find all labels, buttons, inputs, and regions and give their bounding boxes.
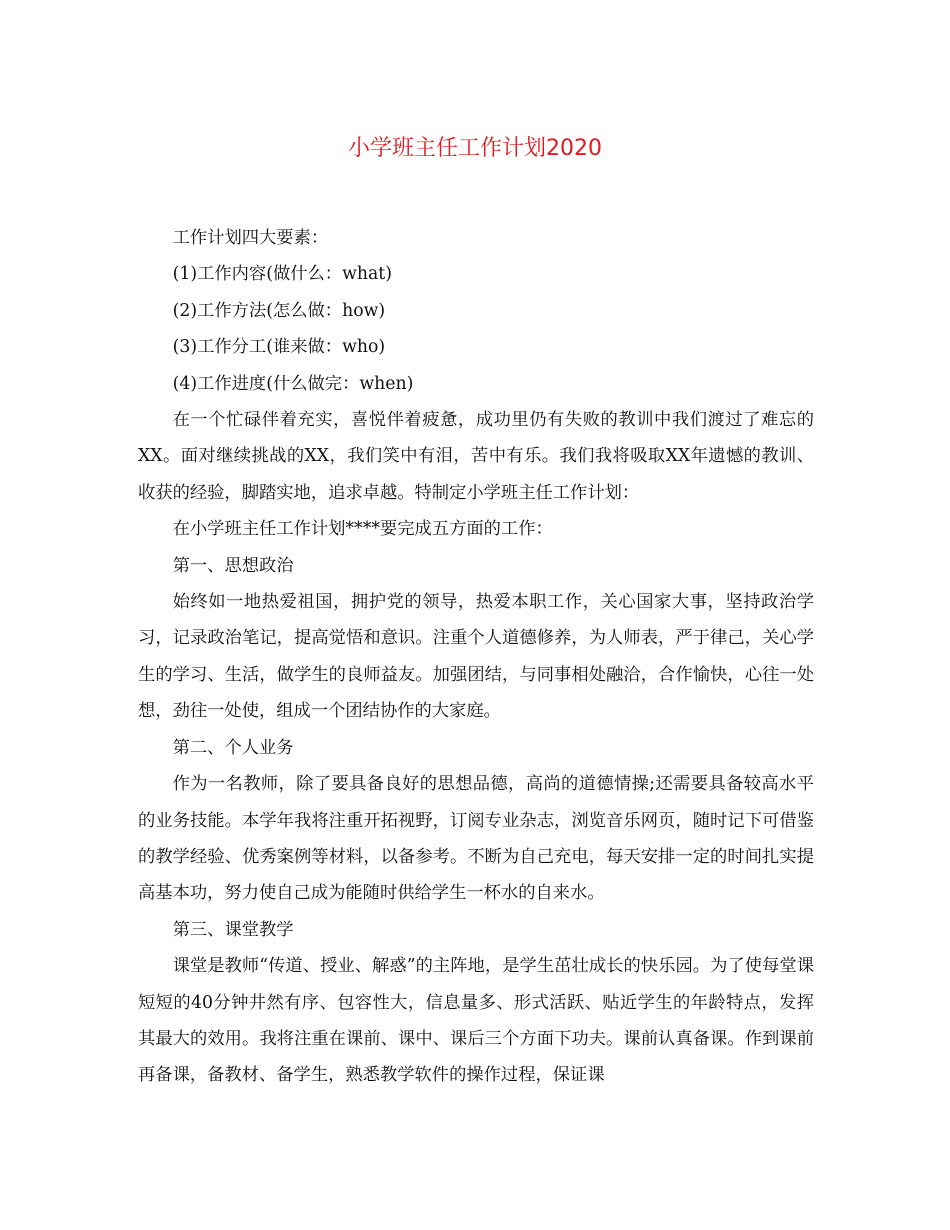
paragraph: (4)工作进度(什么做完：when) [172, 373, 414, 394]
paragraph: (2)工作方法(怎么做：how) [172, 300, 386, 321]
paragraph: 始终如一地热爱祖国，拥护党的领导，热爱本职工作，关心国家大事，坚持政治学习，记录政治笔记，提高觉悟和意识。注重个人道德修养，为人师表，严于律己，关心学生的学习、生活，做学生的良师益友。加强团结，与同事相处融洽，合作愉快，心往一处想，劲往一处使，组成一个团结协作的大家庭。 [138, 592, 814, 722]
section-heading: 第二、个人业务 [172, 737, 294, 758]
document-body [138, 220, 814, 1094]
paragraph: (1)工作内容(做什么：what) [172, 264, 392, 285]
paragraph: 作为一名教师，除了要具备良好的思想品德，高尚的道德情操;还需要具备较高水平的业务技能。本学年我将注重开拓视野，订阅专业杂志，浏览音乐网页，随时记下可借鉴的教学经验、优秀案例等材料，以备参考。不断为自己充电，每天安排一定的时间扎实提高基本功，努力使自己成为能随时供给学生一杯水的自来水。 [138, 774, 814, 904]
paragraph: 在一个忙碌伴着充实，喜悦伴着疲惫，成功里仍有失败的教训中我们渡过了难忘的XX。面对继续挑战的XX，我们笑中有泪，苦中有乐。我们我将吸取XX年遗憾的教训、收获的经验，脚踏实地，追求卓越。特制定小学班主任工作计划： [138, 410, 814, 503]
section-heading: 第一、思想政治 [172, 555, 294, 576]
paragraph: 工作计划四大要素： [172, 228, 329, 248]
paragraph: (3)工作分工(谁来做：who) [172, 337, 386, 358]
paragraph: 在小学班主任工作计划****要完成五方面的工作： [172, 519, 553, 540]
paragraph: 课堂是教师“传道、授业、解惑”的主阵地，是学生茁壮成长的快乐园。为了使每堂课短短的40分钟井然有序、包容性大，信息量多、形式活跃、贴近学生的年龄特点，发挥其最大的效用。我将注重在课前、课中、课后三个方面下功夫。课前认真备课。作到课前再备课，备教材、备学生，熟悉教学软件的操作过程，保证课 [138, 956, 814, 1086]
document-title: 小学班主任工作计划2020 [348, 136, 602, 161]
section-heading: 第三、课堂教学 [172, 919, 294, 940]
